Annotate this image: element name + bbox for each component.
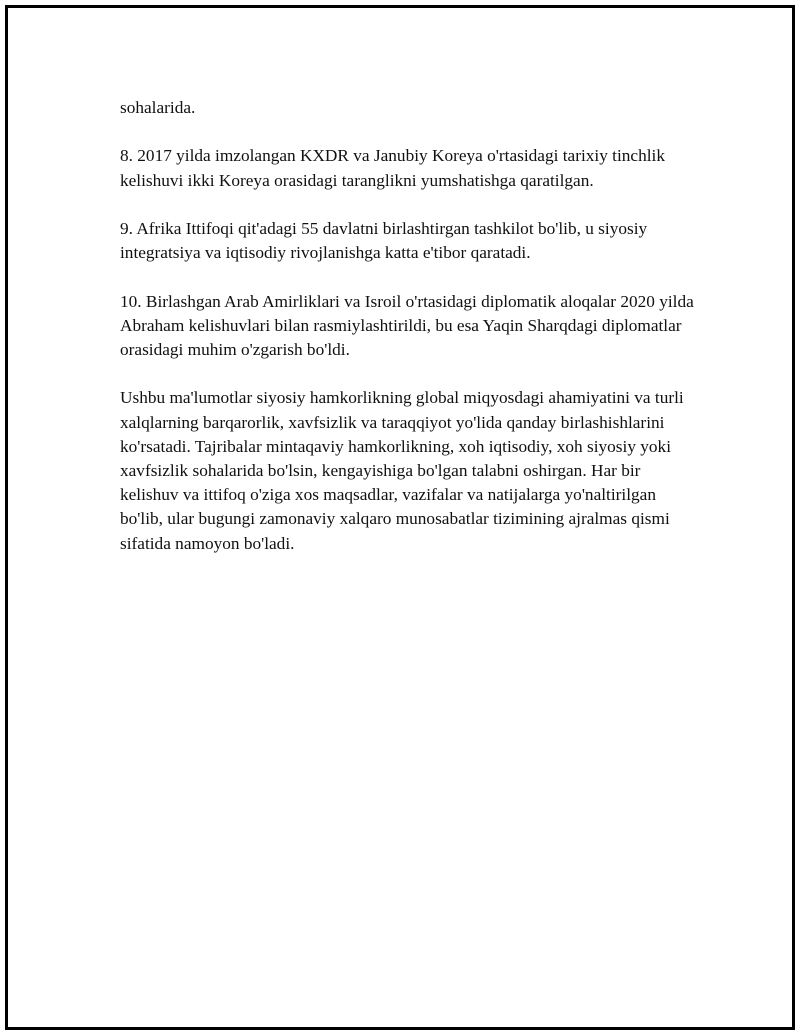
paragraph-item-10: 10. Birlashgan Arab Amirliklari va Isroil o'rtasidagi diplomatik aloqalar 2020 yilda Abraham kelishuvlari bilan rasmiylashtirildi, bu esa Yaqin Sharqdagi diplomatlar orasidagi muhim o'zgarish bo'ldi.: [120, 291, 694, 359]
paragraph-item-9: 9. Afrika Ittifoqi qit'adagi 55 davlatni birlashtirgan tashkilot bo'lib, u siyosiy integratsiya va iqtisodiy rivojlanishga katta e'tibor qaratadi.: [120, 218, 648, 263]
paragraph-continuation: sohalarida.: [120, 98, 196, 117]
document-body: [120, 96, 700, 580]
paragraph-conclusion: Ushbu ma'lumotlar siyosiy hamkorlikning global miqyosdagi ahamiyatini va turli xalqlarning barqarorlik, xavfsizlik va taraqqiyot yo'lida qanday birlashishlarini ko'rsatadi. Tajribalar mintaqaviy hamkorlikning, xoh iqtisodiy, xoh siyosiy yoki xavfsizlik sohalarida bo'lsin, kengayishiga bo'lgan talabni oshirgan. Har bir kelishuv va ittifoq o'ziga xos maqsadlar, vazifalar va natijalarga yo'naltirilgan bo'lib, ular bugungi zamonaviy xalqaro munosabatlar tizimining ajralmas qismi sifatida namoyon bo'ladi.: [120, 388, 684, 553]
document-page: [5, 5, 795, 1030]
paragraph-item-8: 8. 2017 yilda imzolangan KXDR va Janubiy Koreya o'rtasidagi tarixiy tinchlik kelishuvi ikki Koreya orasidagi taranglikni yumshatishga qaratilgan.: [120, 146, 665, 190]
